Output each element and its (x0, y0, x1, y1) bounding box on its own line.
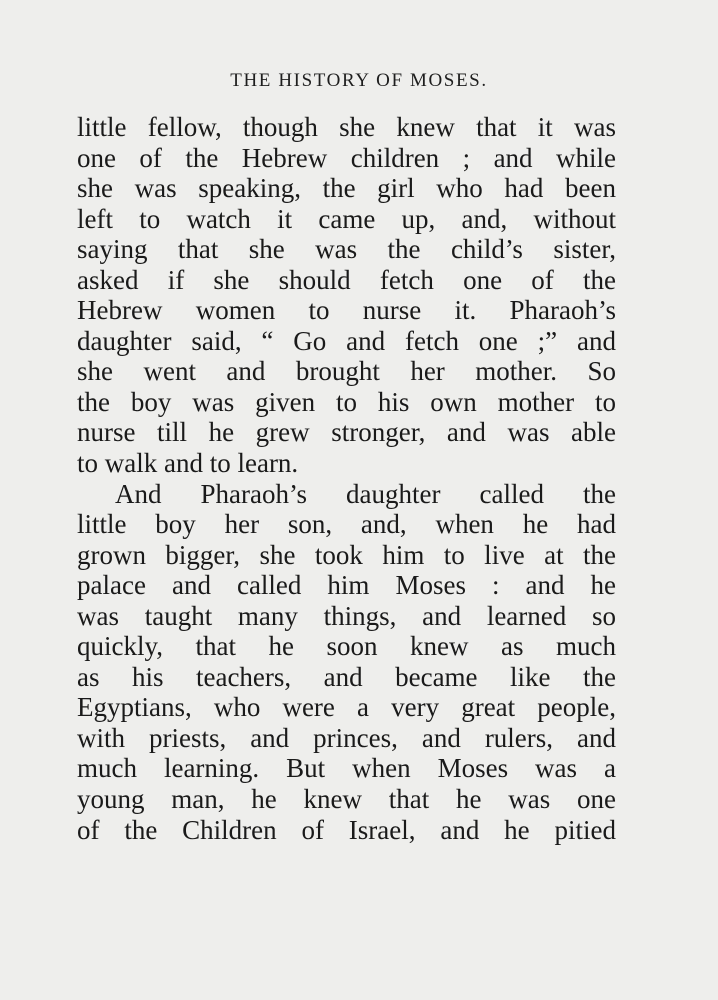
text-line: one of the Hebrew children ; and while (77, 142, 616, 173)
text-line: nurse till he grew stronger, and was able (77, 417, 616, 448)
text-line: she went and brought her mother. So (77, 356, 616, 387)
text-line: palace and called him Moses : and he (77, 570, 616, 601)
text-line: of the Children of Israel, and he pitied (77, 814, 616, 845)
text-line: asked if she should fetch one of the (77, 264, 616, 295)
text-line: much learning. But when Moses was a (77, 753, 616, 784)
text-line: was taught many things, and learned so (77, 600, 616, 631)
paragraph-2 (77, 479, 616, 846)
text-line: daughter said, “ Go and fetch one ;” and (77, 325, 616, 356)
text-line: left to watch it came up, and, without (77, 203, 616, 234)
text-line: Egyptians, who were a very great people, (77, 692, 616, 723)
text-line: little fellow, though she knew that it was (77, 112, 616, 142)
text-line: as his teachers, and became like the (77, 661, 616, 692)
text-line: she was speaking, the girl who had been (77, 173, 616, 204)
text-line: grown bigger, she took him to live at the (77, 539, 616, 570)
text-line: the boy was given to his own mother to (77, 386, 616, 417)
body-text (77, 112, 616, 845)
paragraph-1 (77, 112, 616, 479)
text-line: with priests, and princes, and rulers, and (77, 722, 616, 753)
text-line: to walk and to learn. (77, 448, 299, 479)
text-line: quickly, that he soon knew as much (77, 631, 616, 662)
text-line: little boy her son, and, when he had (77, 509, 616, 540)
text-line: Hebrew women to nurse it. Pharaoh’s (77, 295, 616, 326)
text-line: young man, he knew that he was one (77, 784, 616, 815)
running-head: THE HISTORY OF MOSES. (230, 70, 488, 91)
text-line: saying that she was the child’s sister, (77, 234, 616, 265)
text-line: And Pharaoh’s daughter called the (115, 478, 616, 509)
